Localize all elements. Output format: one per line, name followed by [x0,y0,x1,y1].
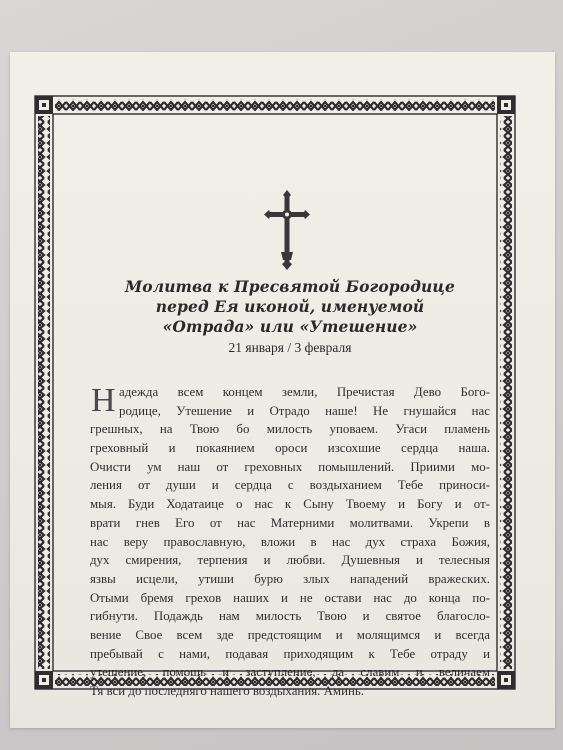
corner-ornament-bottom-right [497,671,515,689]
prayer-card [10,52,555,728]
corner-ornament-top-right [497,96,515,114]
prayer-line: родице, Утешение и Отрадо наше! Не гнушайся нас [119,403,490,418]
prayer-line: вение Свое всем зде предстоящим и молящимся и всегда [90,627,490,642]
prayer-line: Очисти ум наш от греховных помышлений. Приими мо- [90,459,490,474]
prayer-line: язвы исцели, утиши бурю злых нападений вражеских. [90,571,490,586]
prayer-line: нас веру православную, вложи в нас дух страха Божия, [90,534,490,549]
prayer-line: Тя вси до последняго нашего воздыхания. Аминь. [90,684,364,698]
title-line-3: «Отрада» или «Утешение» [162,317,418,336]
title-line-2: перед Ея иконой, именуемой [155,297,425,316]
prayer-line: мыя. Буди Ходатаице о нас к Сыну Твоему и Богу и от- [90,497,490,512]
feast-date: 21 января / 3 февраля [228,340,352,355]
title-line-1: Молитва к Пресвятой Богородице [125,277,455,296]
prayer-title [90,277,490,358]
prayer-line: Отыми бремя грехов наших и не остави нас до конца по- [90,590,490,605]
corner-ornament-top-left [35,96,53,114]
prayer-line: врати гнев Его от нас Матерними молитвами. Укрепи в [90,515,490,530]
prayer-text [90,383,490,701]
prayer-line: пребывай с нами, подавая приходящим к Тебе отраду и [90,646,490,661]
prayer-line: дух смирения, терпения и любви. Душевныя и телесныя [90,553,490,568]
prayer-line: гибнути. Подаждь нам милость Твою и святое благосло- [90,609,490,624]
prayer-line: адежда всем концем земли, Пречистая Дево Бого- [119,385,490,399]
orthodox-cross-icon [264,190,310,270]
prayer-line: греховный и покаянием ороси изсохшие сердца наша. [90,441,490,456]
corner-ornament-bottom-left [35,671,53,689]
prayer-line: ления от души и сердца с воздыханием Тебе приноси- [90,478,490,493]
drop-cap: Н [91,382,116,419]
prayer-line: утешение, помощь и заступление, да славим и величаем [90,665,490,680]
prayer-line: грешных, на Твою бо милость уповаем. Угаси пламень [90,422,490,437]
